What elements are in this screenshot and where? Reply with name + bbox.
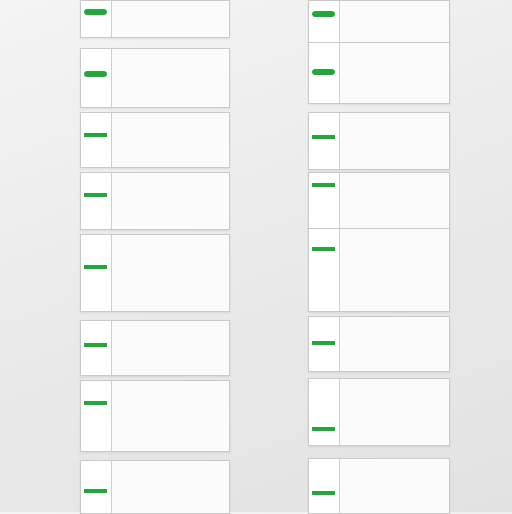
status-tab — [309, 317, 340, 371]
status-tab — [81, 173, 112, 229]
card-text — [340, 459, 449, 513]
status-indicator — [84, 193, 107, 197]
status-indicator — [312, 427, 335, 431]
left-card[interactable] — [80, 380, 230, 452]
status-tab — [81, 1, 112, 37]
card-text — [112, 113, 229, 167]
left-card[interactable] — [80, 320, 230, 376]
status-indicator — [84, 71, 107, 77]
status-indicator — [84, 401, 107, 405]
status-tab — [309, 459, 340, 513]
status-indicator — [312, 135, 335, 139]
status-tab — [81, 321, 112, 375]
right-card[interactable] — [308, 458, 450, 514]
card-text — [340, 173, 449, 229]
card-text — [340, 317, 449, 371]
card-text — [112, 173, 229, 229]
card-text — [112, 49, 229, 107]
status-indicator — [84, 133, 107, 137]
card-text — [340, 379, 449, 445]
status-indicator — [84, 9, 107, 15]
left-card[interactable] — [80, 0, 230, 38]
right-card[interactable] — [308, 316, 450, 372]
left-card[interactable] — [80, 112, 230, 168]
right-card[interactable] — [308, 172, 450, 230]
left-card[interactable] — [80, 48, 230, 108]
right-card[interactable] — [308, 42, 450, 104]
status-tab — [81, 381, 112, 451]
right-card[interactable] — [308, 378, 450, 446]
card-text — [112, 1, 229, 37]
card-text — [340, 229, 449, 311]
status-indicator — [84, 489, 107, 493]
card-text — [112, 235, 229, 311]
status-tab — [309, 229, 340, 311]
status-tab — [309, 173, 340, 229]
status-indicator — [312, 183, 335, 187]
status-tab — [81, 49, 112, 107]
card-text — [112, 321, 229, 375]
right-card[interactable] — [308, 112, 450, 170]
status-indicator — [312, 11, 335, 17]
status-tab — [81, 235, 112, 311]
card-text — [112, 461, 229, 513]
status-indicator — [312, 491, 335, 495]
status-indicator — [312, 69, 335, 75]
status-tab — [81, 113, 112, 167]
status-tab — [81, 461, 112, 513]
status-tab — [309, 379, 340, 445]
card-text — [340, 43, 449, 103]
status-tab — [309, 113, 340, 169]
right-card[interactable] — [308, 0, 450, 44]
left-card[interactable] — [80, 460, 230, 514]
left-card[interactable] — [80, 172, 230, 230]
card-text — [112, 381, 229, 451]
status-tab — [309, 1, 340, 43]
status-indicator — [312, 341, 335, 345]
status-indicator — [84, 343, 107, 347]
status-indicator — [312, 247, 335, 251]
status-indicator — [84, 265, 107, 269]
card-text — [340, 1, 449, 43]
right-card[interactable] — [308, 228, 450, 312]
card-text — [340, 113, 449, 169]
left-card[interactable] — [80, 234, 230, 312]
status-tab — [309, 43, 340, 103]
